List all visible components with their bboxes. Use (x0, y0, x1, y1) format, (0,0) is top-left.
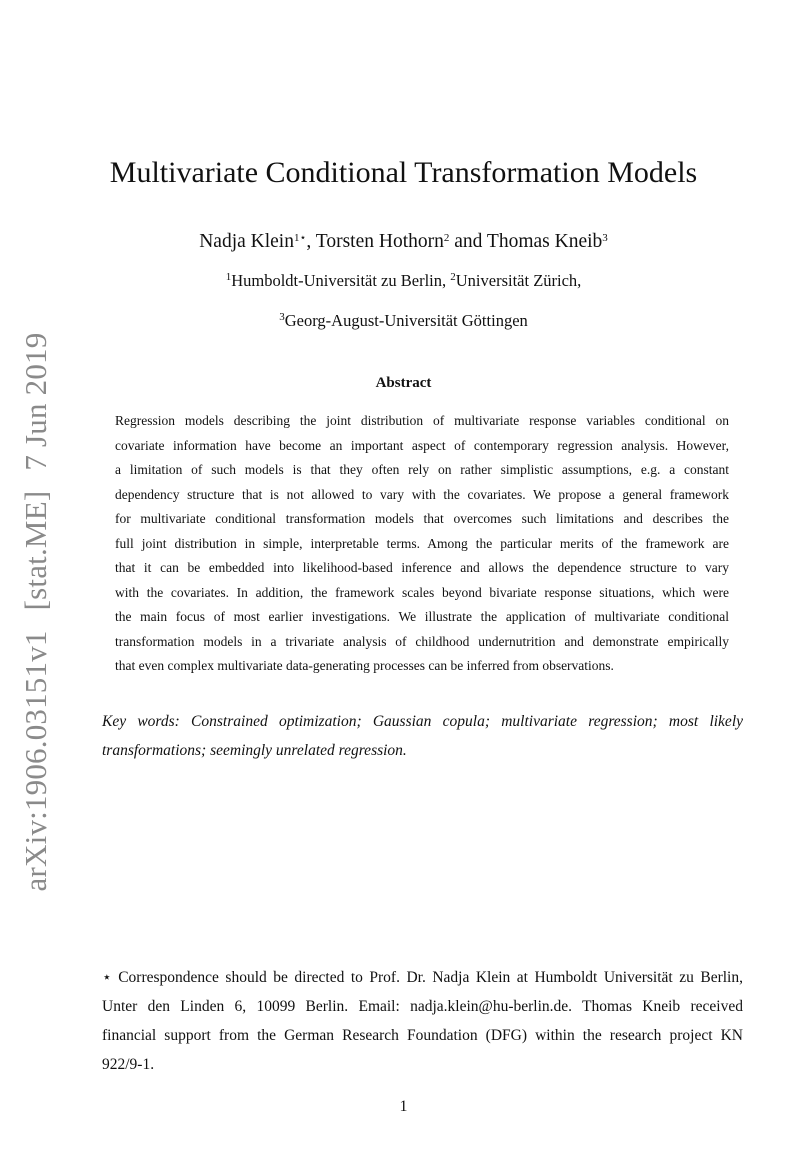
author-affiliation-mark: 2 (443, 232, 450, 244)
correspondence-footnote (102, 963, 743, 1079)
abstract-line: that it can be embedded into likelihood-based inference and allows the dependence structure to vary (115, 560, 729, 575)
keywords-line: Key words: Constrained optimization; Gaussian copula; multivariate regression; most likely (102, 713, 743, 730)
author-separator: , (306, 231, 316, 252)
author-name: Torsten Hothorn (315, 231, 444, 252)
page-number: 1 (399, 1098, 408, 1115)
affiliation-name: Georg-August-Universität Göttingen (284, 311, 528, 330)
affiliation-mark: 2 (450, 271, 456, 283)
footnote-line: 922/9-1. (102, 1056, 155, 1073)
author-affiliation-mark: 3 (602, 232, 608, 244)
abstract-line: covariate information have become an important aspect of contemporary regression analysis. However, (115, 437, 729, 453)
keywords (102, 707, 743, 765)
abstract-heading: Abstract (375, 375, 432, 391)
abstract-line: for multivariate conditional transformation models that overcomes such limitations and describes the (115, 511, 729, 526)
arxiv-identifier-stamp (18, 333, 54, 892)
author-separator: and (449, 231, 487, 252)
affiliation-line (0, 311, 807, 331)
abstract-body (115, 409, 729, 679)
author-name: Thomas Kneib (486, 231, 603, 252)
affiliation-mark: 3 (279, 311, 285, 323)
abstract-line: the main focus of most earlier investigations. We illustrate the application of multivariate conditional (115, 609, 729, 624)
arxiv-id: arXiv:1906.03151v1 (18, 630, 53, 892)
affiliation-mark: 1 (225, 271, 232, 283)
abstract-line: Regression models describing the joint distribution of multivariate response variables conditional on (115, 413, 729, 428)
paper-title: Multivariate Conditional Transformation Models (109, 156, 698, 189)
abstract-line: full joint distribution in simple, interpretable terms. Among the particular merits of the framework are (115, 535, 729, 551)
abstract-line: that even complex multivariate data-generating processes can be inferred from observations. (115, 658, 614, 673)
arxiv-date: 7 Jun 2019 (18, 332, 53, 471)
footnote-line: ⋆ Correspondence should be directed to Prof. Dr. Nadja Klein at Humboldt Universität zu Berlin, (102, 969, 743, 986)
keywords-line: transformations; seemingly unrelated regression. (102, 742, 407, 759)
footnote-line: Unter den Linden 6, 10099 Berlin. Email: nadja.klein@hu-berlin.de. Thomas Kneib received (102, 998, 743, 1015)
abstract-line: dependency structure that is not allowed to vary with the covariates. We propose a general framework (115, 486, 729, 502)
affiliation-name: Humboldt-Universität zu Berlin, (231, 271, 447, 290)
abstract-line: a limitation of such models is that they often rely on rather simplistic assumptions, e.g. a constant (115, 462, 729, 477)
affiliation-name: Universität Zürich, (455, 271, 582, 290)
abstract-line: with the covariates. In addition, the framework scales beyond bivariate response situations, which were (115, 584, 729, 600)
author-list (0, 231, 807, 253)
author-affiliation-mark: 1⋆ (293, 232, 307, 244)
author-name: Nadja Klein (199, 231, 294, 252)
abstract-line: transformation models in a trivariate analysis of childhood undernutrition and demonstrate empirically (115, 633, 729, 649)
footnote-line: financial support from the German Research Foundation (DFG) within the research project KN (102, 1027, 743, 1044)
arxiv-category: [stat.ME] (18, 490, 53, 611)
affiliation-line (0, 271, 807, 291)
